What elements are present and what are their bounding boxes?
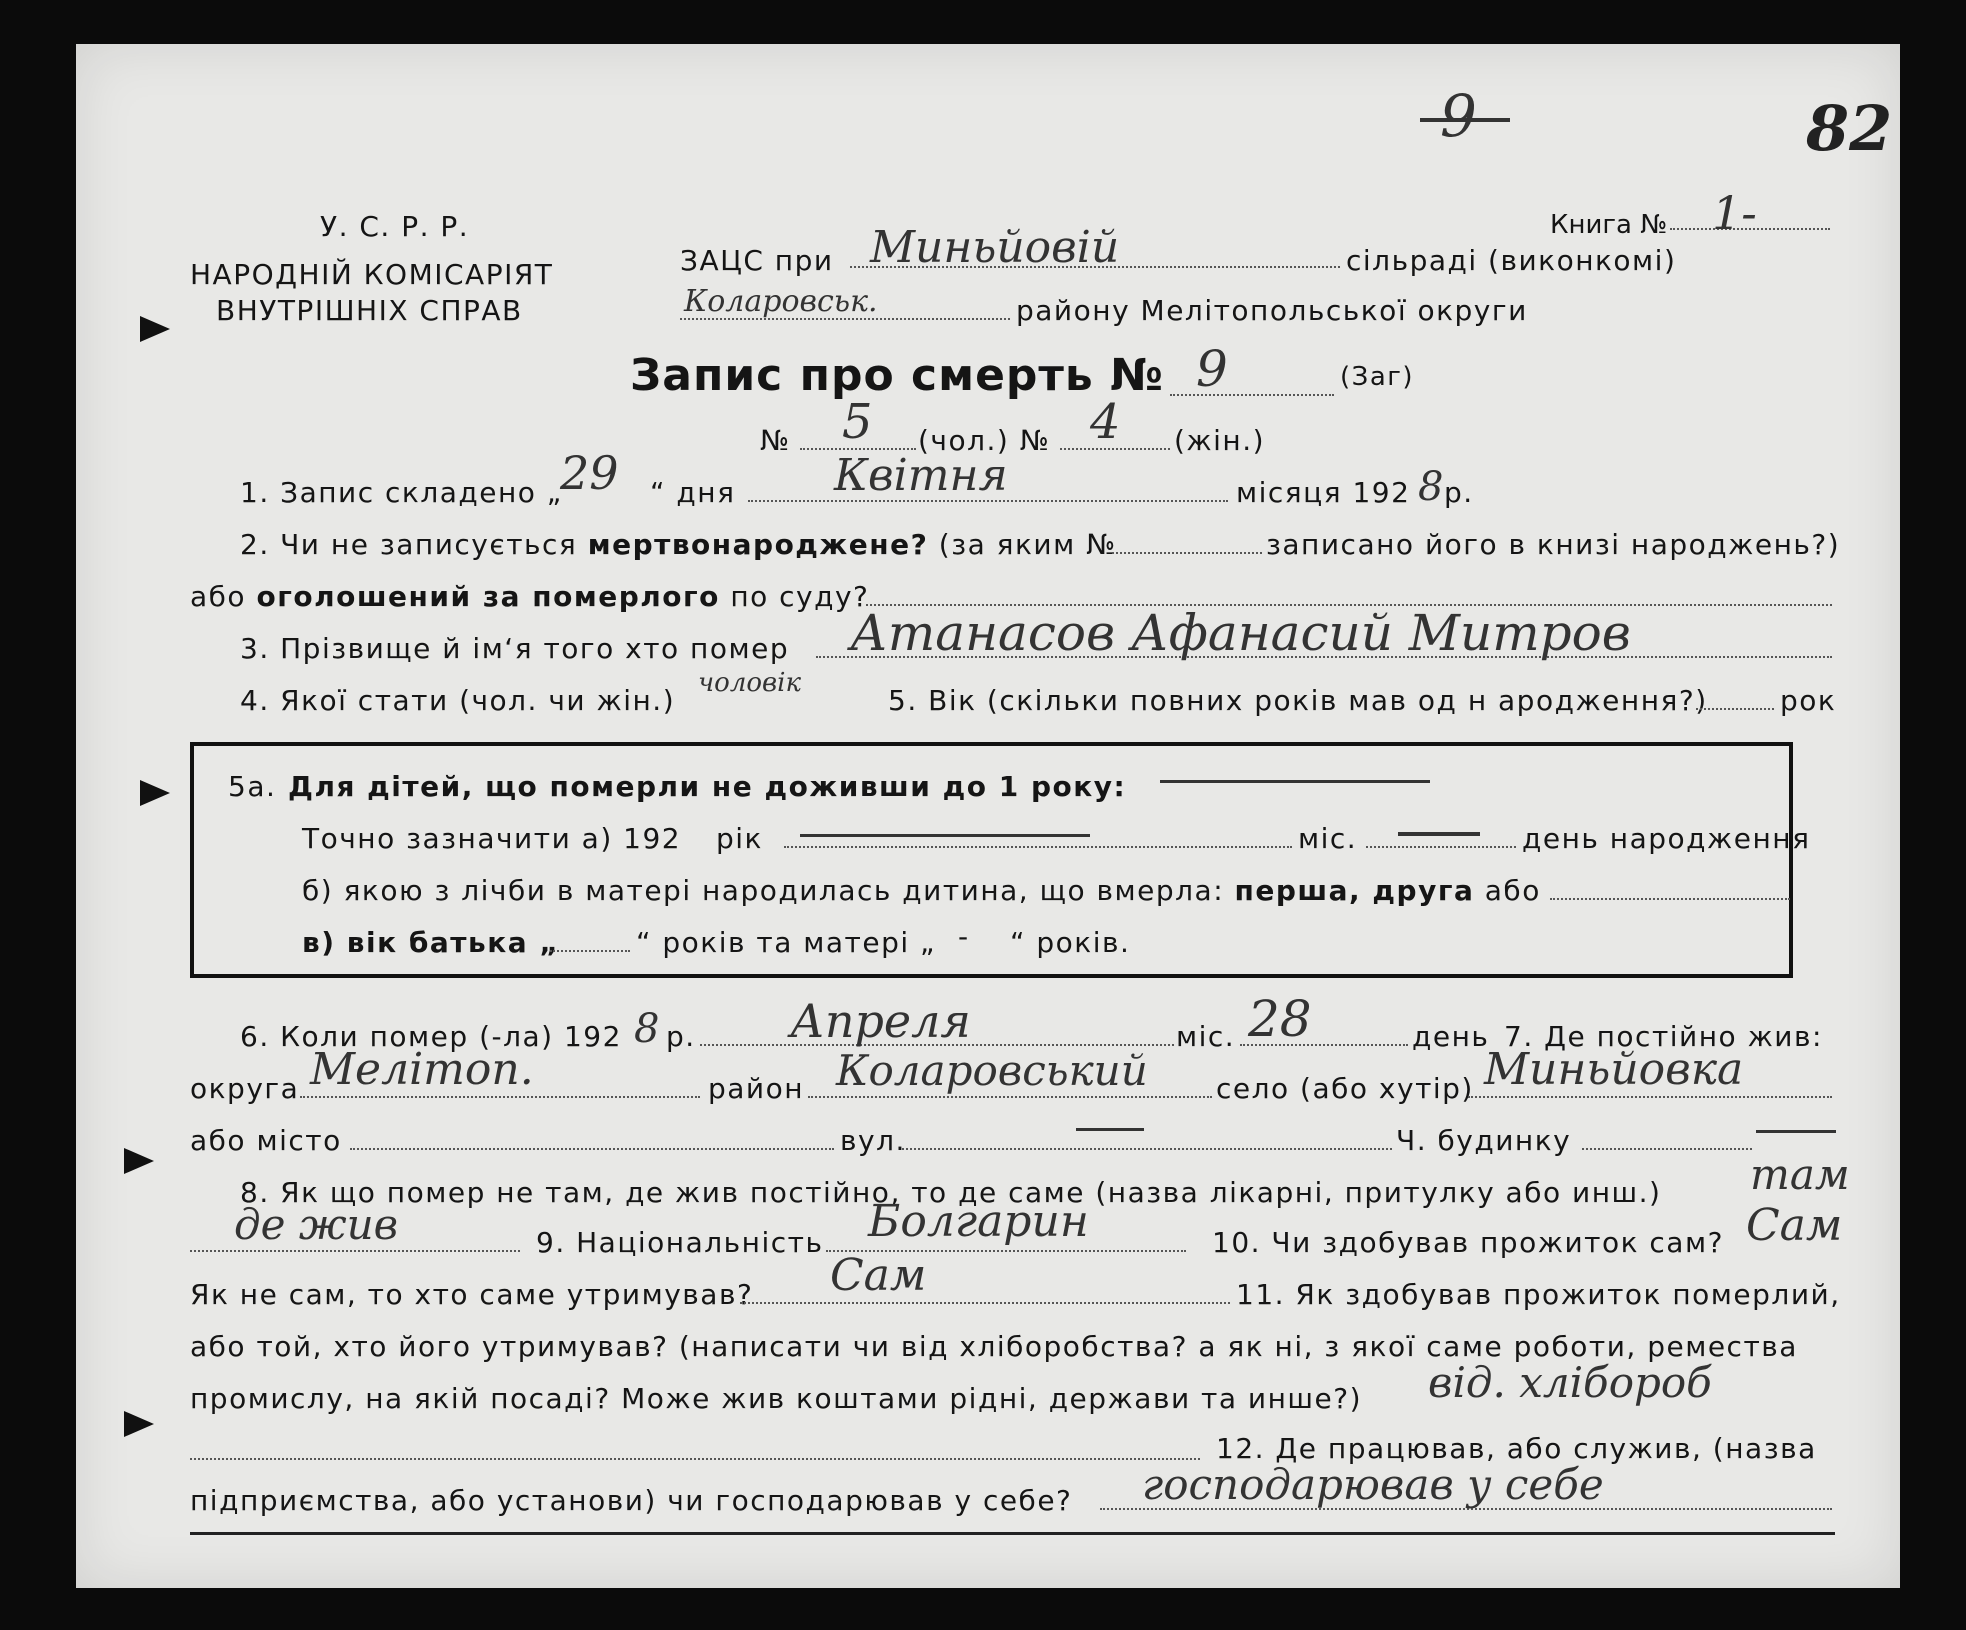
budynok-line [1582,1148,1752,1150]
field6-month-label: міс. [1176,1020,1236,1053]
field5a-year-label: рік [716,822,763,855]
female-number-value: 4 [1090,394,1121,450]
field1-month-label: місяця 192 [1236,476,1411,509]
zags-suffix: сільраді (виконкомі) [1346,244,1677,277]
sex-value: чоловік [698,668,802,698]
okruga-label: округа [190,1072,300,1105]
vul-dash [1076,1128,1144,1131]
supporter-line [740,1302,1230,1304]
archive-number-mark: 9 [1440,82,1477,150]
bottom-rule [190,1532,1835,1535]
birth-day-dash [1398,832,1480,836]
margin-arrow-icon [140,316,170,342]
female-number-label: (чол.) № [918,424,1051,457]
field11-label-2: або той, хто його утримував? (написати чи від хліборобства? а як ні, з якої саме роботи, ремества [190,1330,1798,1363]
father-age-line [550,950,630,952]
livelihood-value: від. хлібороб [1428,1358,1712,1407]
zags-prefix: ЗАЦС при [680,244,834,277]
record-month-value: Квітня [834,450,1008,501]
commissariat-header: НАРОДНІЙ КОМІСАРІЯТ [190,258,554,291]
birth-month-line [784,846,1292,848]
field5a-heading: Для дітей, що померли не доживши до 1 року: [288,770,1127,803]
supporter-value: Сам [830,1250,927,1301]
district-label: району Мелітопольської округи [1016,294,1528,327]
misto-label: або місто [190,1124,342,1157]
field10-label: 10. Чи здобував прожиток сам? [1212,1226,1724,1259]
record-number-line [1170,394,1334,396]
record-number-suffix: (Заг) [1340,362,1415,392]
field12-label-1: 12. Де працював, або служив, (назва [1216,1432,1817,1465]
record-number-value: 9 [1196,340,1228,398]
book-number-value: 1- [1712,186,1757,240]
birth-month-dash [800,834,1090,837]
age-line [1696,708,1774,710]
field5-label: 5. Вік (скільки повних років мав од н ародження?) [888,684,1708,717]
death-year-value: 8 [634,1006,660,1052]
birth-order-line [1550,898,1790,900]
field2-label: 2. Чи не записується мертвонароджене? (за яким № [240,528,1117,561]
field8-label: 8. Як що помер не там, де жив постійно, то де саме (назва лікарні, притулку або инш.) [240,1176,1662,1209]
record-day-value: 29 [560,446,619,500]
archive-number-strike [1420,118,1510,122]
selo-value: Миньйовка [1484,1044,1744,1095]
page-number-mark: 82 [1806,92,1893,165]
death-place-value-b: де жив [234,1200,399,1249]
field4-label: 4. Якої стати (чол. чи жін.) [240,684,676,717]
field5a-month-label: міс. [1298,822,1358,855]
male-number-label: № [760,424,791,457]
field5a-num: 5а. [228,770,277,803]
death-place-line [190,1250,520,1252]
workplace-value: господарював у себе [1142,1460,1604,1509]
record-year-value: 8 [1418,464,1444,510]
budynok-dash [1756,1130,1836,1133]
field12-label-2: підприємства, або установи) чи господарював у себе? [190,1484,1073,1517]
birth-day-line [1366,846,1516,848]
field3-label: 3. Прізвище й ім‘я того хто помер [240,632,790,665]
livelihood-line-2 [190,1458,1200,1460]
death-day-value: 28 [1248,990,1312,1048]
female-label: (жін.) [1174,424,1266,457]
field10-q2: Як не сам, то хто саме утримував? [190,1278,754,1311]
field5a-line-b: б) якою з лічби в матері народилась дитина, що вмерла: перша, друга або [302,874,1541,907]
field5a-line-c1: в) вік батька „ [302,926,560,959]
misto-line [350,1148,834,1150]
budynok-label: Ч. будинку [1396,1124,1572,1157]
field11-label-3: промислу, на якій посаді? Може жив коштами рідні, держави та инше?) [190,1382,1363,1415]
field1-year-label: р. [1444,476,1474,509]
vul-line [902,1148,1392,1150]
okruga-line [300,1096,700,1098]
internal-affairs-header: ВНУТРІШНІХ СПРАВ [216,294,523,327]
field5a-line-c3: “ років. [1010,926,1131,959]
raion-line [808,1096,1212,1098]
raion-value: Коларовський [836,1046,1148,1095]
age-unit: рок [1780,684,1837,717]
margin-arrow-icon [140,780,170,806]
selo-line [1468,1096,1832,1098]
field9-label: 9. Національність [536,1226,824,1259]
death-month-value: Апреля [790,994,971,1048]
field5a-line-c2: “ років та матері „ [636,926,937,959]
page-title: Запис про смерть № [630,350,1164,401]
male-number-value: 5 [842,394,873,450]
self-support-value: Сам [1746,1200,1843,1251]
field2-label-3: або оголошений за померлого по суду? [190,580,870,613]
field1-day-label: “ дня [650,476,736,509]
vul-label: вул. [840,1124,906,1157]
raion-label: район [708,1072,805,1105]
field2-label-2: записано його в книзі народжень?) [1266,528,1841,561]
margin-arrow-icon [124,1411,154,1437]
mother-age-value: - [958,920,970,953]
field5a-dash [1160,780,1430,783]
nationality-value: Болгарин [868,1196,1089,1247]
field7-label: 7. Де постійно жив: [1504,1020,1823,1053]
field1-label: 1. Запис складено „ [240,476,563,509]
field6-label: 6. Коли помер (-ла) 192 [240,1020,622,1053]
field11-label-1: 11. Як здобував прожиток померлий, [1236,1278,1841,1311]
deceased-name-value: Атанасов Афанасий Митров [850,604,1631,662]
book-number-label: Книга № [1550,210,1668,240]
ussr-header: У. С. Р. Р. [320,210,470,243]
field6-day-label: день [1412,1020,1490,1053]
field5a-day-label: день народження [1522,822,1811,855]
village-council-value: Миньйовій [870,222,1120,273]
stillborn-number-line [1112,552,1262,554]
okruga-value: Мелітоп. [310,1044,534,1095]
margin-arrow-icon [124,1148,154,1174]
district-value: Коларовськ. [684,284,878,319]
field6-year-label: р. [666,1020,696,1053]
death-place-value-a: там [1750,1150,1850,1199]
selo-label: село (або хутір) [1216,1072,1474,1105]
field5a-line-a: Точно зазначити а) 192 [302,822,682,855]
